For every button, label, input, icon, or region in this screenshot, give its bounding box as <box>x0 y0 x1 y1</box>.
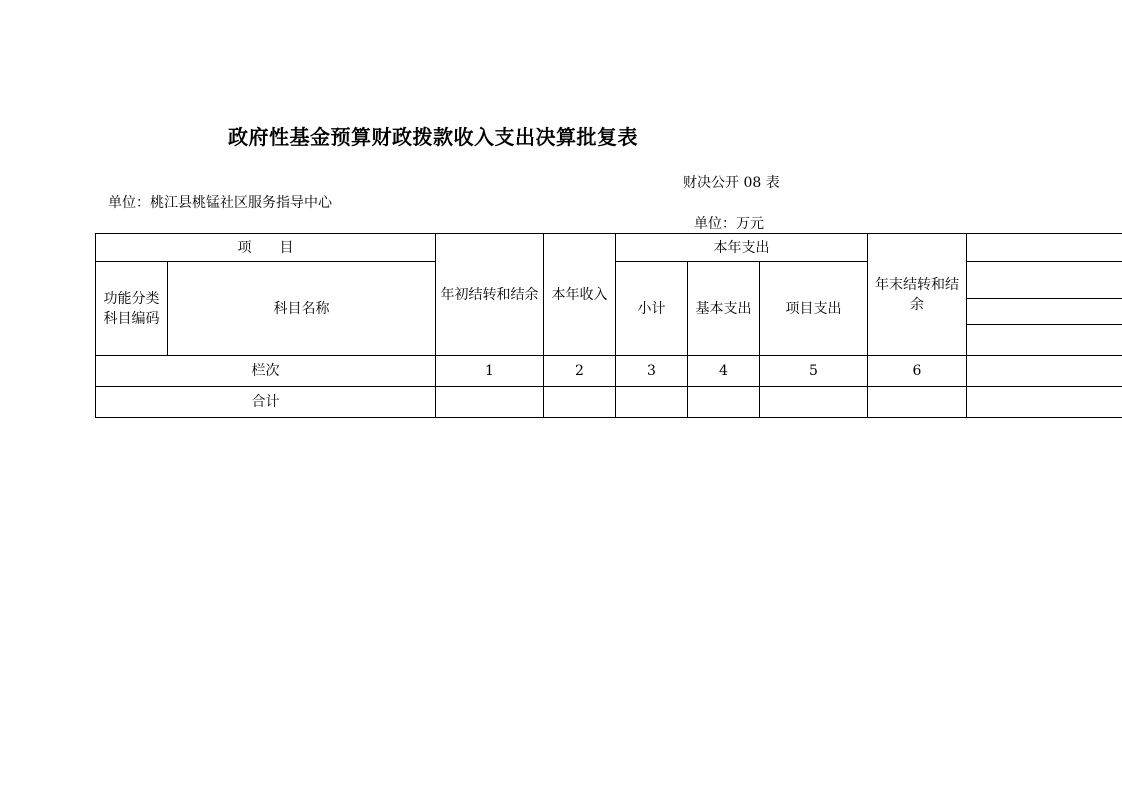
header-subtotal: 小计 <box>616 262 688 356</box>
extra-cell <box>967 262 1122 299</box>
header-item: 项 目 <box>96 234 436 262</box>
total-cell <box>544 387 616 418</box>
header-current-expense: 本年支出 <box>616 234 868 262</box>
total-cell <box>688 387 760 418</box>
header-project-expense: 项目支出 <box>760 262 868 356</box>
budget-table <box>95 233 1122 418</box>
total-cell <box>868 387 967 418</box>
extra-cell <box>967 387 1122 418</box>
column-number: 6 <box>868 356 967 387</box>
total-cell <box>616 387 688 418</box>
header-basic-expense: 基本支出 <box>688 262 760 356</box>
header-func-code: 功能分类 科目编码 <box>96 262 168 356</box>
page-title: 政府性基金预算财政拨款收入支出决算批复表 <box>228 125 638 149</box>
extra-cell <box>967 356 1122 387</box>
column-number: 1 <box>436 356 544 387</box>
extra-cell <box>967 299 1122 325</box>
header-row-1 <box>96 234 1122 262</box>
unit-currency: 单位：万元 <box>694 216 764 232</box>
column-number: 2 <box>544 356 616 387</box>
column-number: 5 <box>760 356 868 387</box>
extra-cell <box>967 234 1122 262</box>
column-number: 3 <box>616 356 688 387</box>
column-row-label: 栏次 <box>96 356 436 387</box>
total-label: 合计 <box>96 387 436 418</box>
column-number: 4 <box>688 356 760 387</box>
header-subject-name: 科目名称 <box>168 262 436 356</box>
unit-organization: 单位：桃江县桃锰社区服务指导中心 <box>108 195 332 211</box>
header-current-income: 本年收入 <box>544 234 616 356</box>
header-begin-balance: 年初结转和结余 <box>436 234 544 356</box>
column-number-row <box>96 356 1122 387</box>
total-cell <box>760 387 868 418</box>
total-cell <box>436 387 544 418</box>
total-row <box>96 387 1122 418</box>
extra-cell <box>967 325 1122 356</box>
header-end-balance: 年末结转和结余 <box>868 234 967 356</box>
form-code: 财决公开 08 表 <box>683 175 780 191</box>
